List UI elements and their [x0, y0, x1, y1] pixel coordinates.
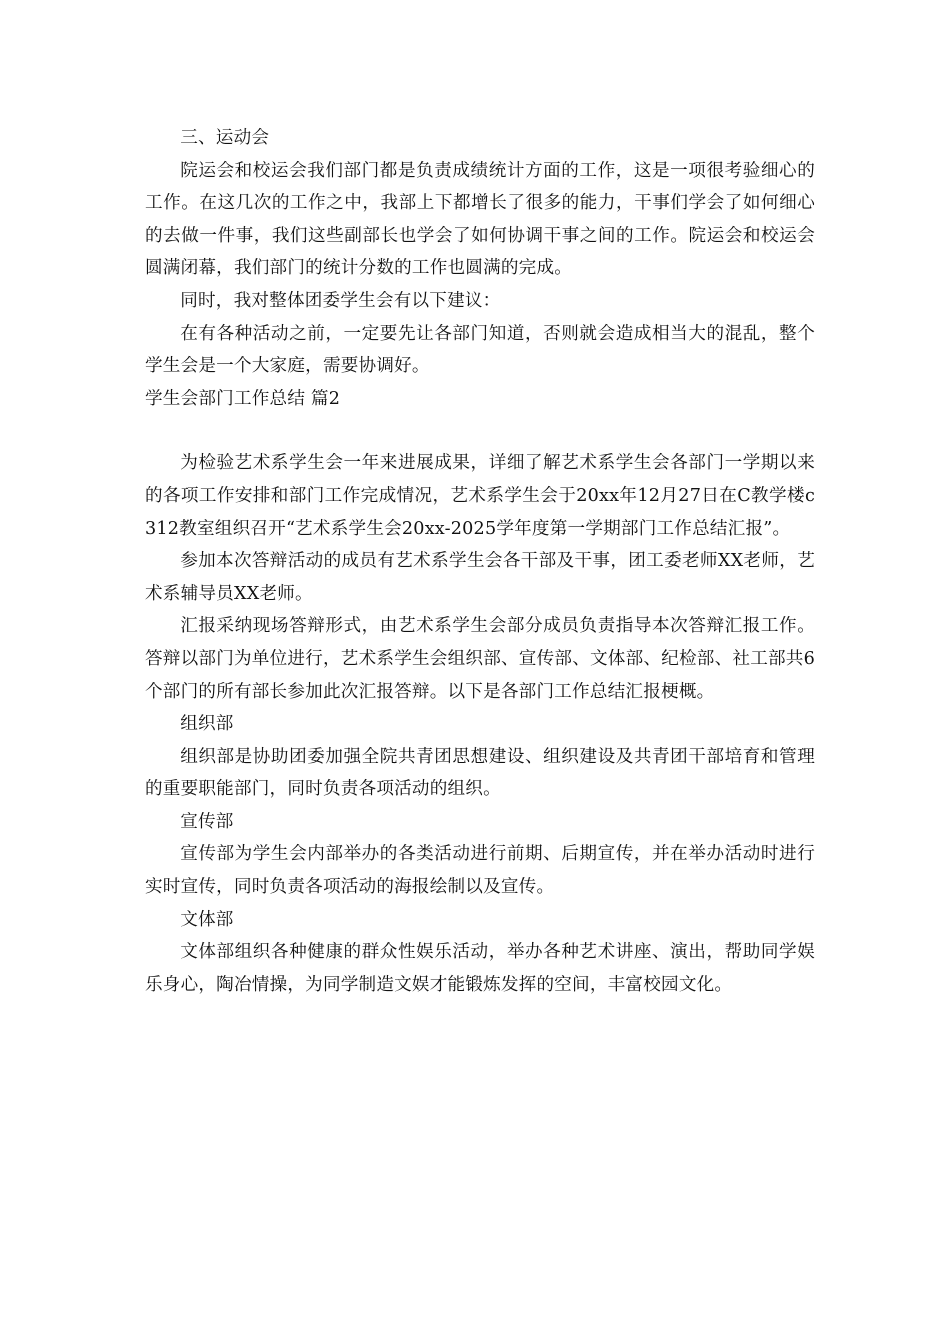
paragraph: 汇报采纳现场答辩形式，由艺术系学生会部分成员负责指导本次答辩汇报工作。答辩以部门为单位进行，艺术系学生会组织部、宣传部、文体部、纪检部、社工部共6个部门的所有部长参加此次汇报答辩。以下是各部门工作总结汇报梗概。	[145, 616, 815, 702]
document-body	[145, 122, 815, 1001]
department-description: 宣传部为学生会内部举办的各类活动进行前期、后期宣传，并在举办活动时进行实时宣传，同时负责各项活动的海报绘制以及宣传。	[145, 844, 815, 898]
department-heading: 文体部	[180, 909, 234, 930]
department-description: 组织部是协助团委加强全院共青团思想建设、组织建设及共青团干部培育和管理的重要职能部门，同时负责各项活动的组织。	[145, 746, 815, 800]
paragraph: 为检验艺术系学生会一年来进展成果，详细了解艺术系学生会各部门一学期以来的各项工作安排和部门工作完成情况，艺术系学生会于20xx年12月27日在C教学楼c312教室组织召开“艺术系学生会20xx-2025学年度第一学期部门工作总结汇报”。	[145, 453, 815, 539]
department-heading: 组织部	[180, 714, 234, 735]
article-title: 学生会部门工作总结 篇2	[145, 388, 341, 409]
paragraph: 同时，我对整体团委学生会有以下建议：	[180, 290, 501, 311]
blank-line	[145, 415, 815, 447]
paragraph: 参加本次答辩活动的成员有艺术系学生会各干部及干事，团工委老师XX老师，艺术系辅导员XX老师。	[145, 551, 815, 604]
department-heading: 宣传部	[180, 811, 234, 832]
section-heading-sports-meet: 三、运动会	[180, 128, 270, 148]
department-description: 文体部组织各种健康的群众性娱乐活动，举办各种艺术讲座、演出，帮助同学娱乐身心，陶冶情操，为同学制造文娱才能锻炼发挥的空间，丰富校园文化。	[145, 942, 815, 995]
paragraph: 在有各种活动之前，一定要先让各部门知道，否则就会造成相当大的混乱，整个学生会是一个大家庭，需要协调好。	[145, 323, 815, 377]
paragraph: 院运会和校运会我们部门都是负责成绩统计方面的工作，这是一项很考验细心的工作。在这几次的工作之中，我部上下都增长了很多的能力，干事们学会了如何细心的去做一件事，我们这些副部长也学会了如何协调干事之间的工作。院运会和校运会圆满闭幕，我们部门的统计分数的工作也圆满的完成。	[145, 160, 815, 279]
